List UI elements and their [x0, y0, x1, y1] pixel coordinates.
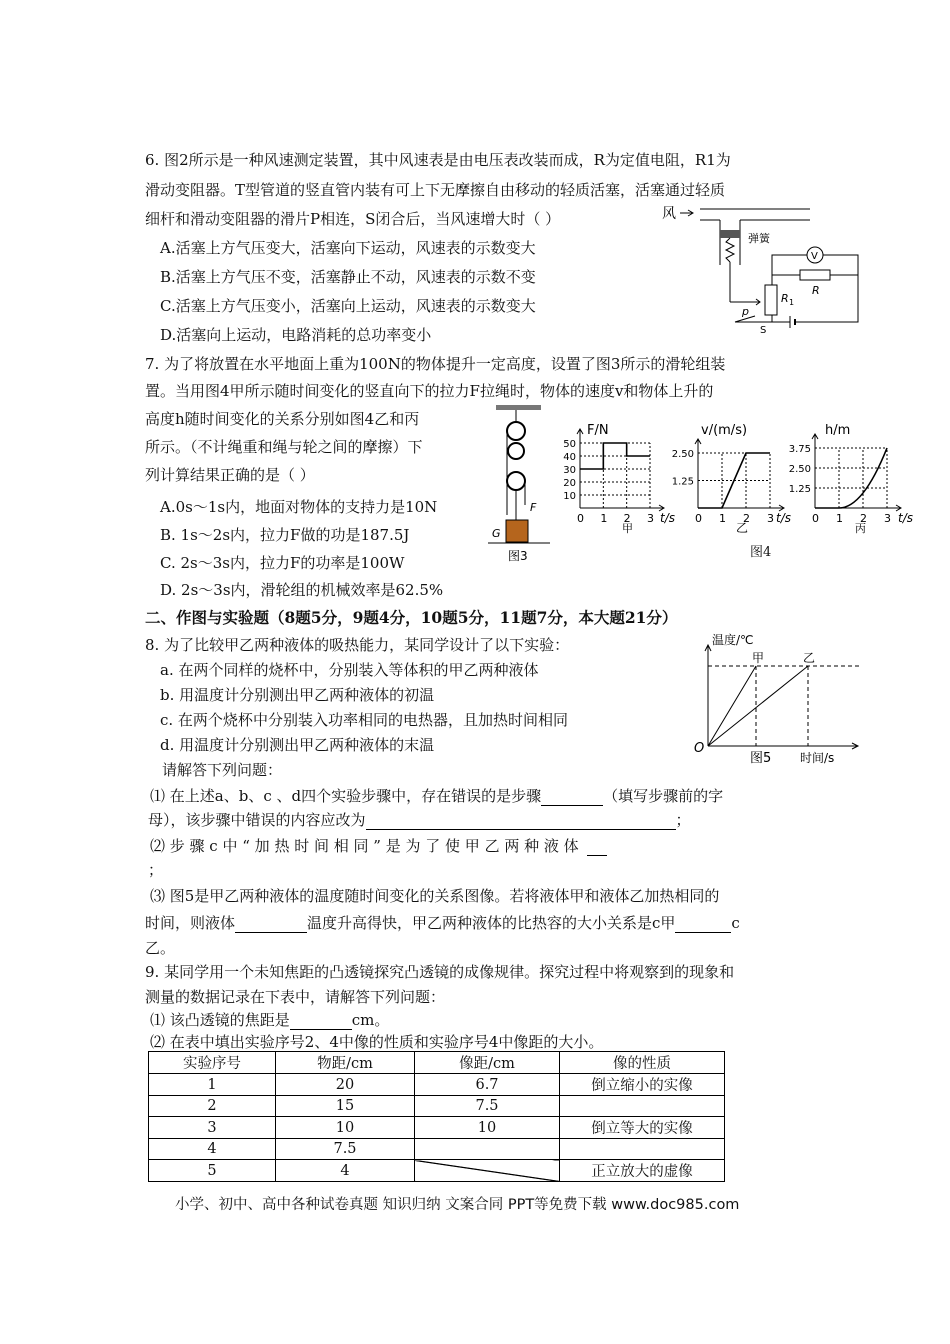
line-jia [708, 666, 756, 746]
table-row: 1 20 6.7 倒立缩小的实像 [149, 1074, 725, 1096]
rheostat-r1 [765, 285, 777, 315]
q8-step-b: b. 用温度计分别测出甲乙两种液体的初温 [160, 686, 435, 704]
y-tick-label: 30 [563, 465, 576, 476]
x-tick-label: 2 [860, 512, 867, 525]
q8-step-d: d. 用温度计分别测出甲乙两种液体的末温 [160, 736, 435, 754]
chart-h-xlabel: t/s [898, 511, 913, 525]
series-line [580, 443, 650, 469]
wind-label: 风 [662, 206, 676, 222]
q8-part1-line1: ⑴ 在上述a、b、c 、d四个实验步骤中，存在错误的是步骤 （填写步骤前的字 [150, 787, 724, 805]
pulley-system-diagram [486, 405, 556, 565]
svg-text:图5: 图5 [750, 751, 772, 766]
q9-blank-focal[interactable] [290, 1012, 352, 1030]
q7-option-d: D. 2s～3s内，滑轮组的机械效率是62.5% [160, 581, 444, 599]
chart-h-ylabel: h/m [825, 423, 851, 438]
q8-part2-line2: ； [148, 861, 164, 879]
q7-option-c: C. 2s～3s内，拉力F的功率是100W [160, 554, 405, 572]
section-2-title: 二、作图与实验题（8题5分，9题4分，10题5分，11题7分，本大题21分） [145, 608, 678, 627]
q8-step-a: a. 在两个同样的烧杯中，分别装入等体积的甲乙两种液体 [160, 661, 539, 679]
svg-text:p: p [742, 305, 749, 318]
ceiling [496, 405, 541, 410]
y-tick-label: 20 [563, 478, 576, 489]
table-cell-crossed [415, 1160, 560, 1182]
q8-stem: 8. 为了比较甲乙两种液体的吸热能力，某同学设计了以下实验： [145, 636, 570, 654]
table-row: 5 4 正立放大的虚像 [149, 1160, 725, 1182]
x-tick-label: 2 [743, 512, 750, 525]
table-cell-blank[interactable] [415, 1139, 560, 1160]
q9-part2: ⑵ 在表中填出实验序号2、4中像的性质和实验序号4中像距的大小。 [150, 1033, 604, 1051]
q7-stem-line3: 高度h随时间变化的关系分别如图4乙和丙 [145, 410, 420, 428]
q8-prompt: 请解答下列问题： [162, 761, 283, 779]
table-header: 物距/cm [276, 1052, 415, 1074]
q8-part3-line2: 时间，则液体 温度升高得快，甲乙两种液体的比热容的大小关系是c甲 c [145, 914, 740, 932]
q7-stem-line2: 置。当用图4甲所示随时间变化的竖直向下的拉力F拉绳时，物体的速度v和物体上升的 [145, 382, 714, 400]
movable-pulley [508, 443, 524, 459]
x-tick-label: 2 [623, 512, 631, 525]
table-header: 像的性质 [560, 1052, 725, 1074]
piston [720, 230, 740, 238]
weight-block [506, 520, 528, 542]
x-tick-label: 0 [695, 512, 702, 525]
chart-h-title: 丙 [855, 522, 866, 535]
chart-force-time [562, 420, 682, 535]
table-cell-blank[interactable] [560, 1096, 725, 1117]
chart-v-xlabel: t/s [776, 511, 791, 525]
q7-stem-line1: 7. 为了将放置在水平地面上重为100N的物体提升一定高度，设置了图3所示的滑轮组装 [145, 355, 726, 373]
fixed-pulley-1 [507, 422, 525, 440]
svg-text:F: F [530, 501, 537, 514]
line-yi [708, 666, 808, 746]
chart-velocity-time [668, 420, 798, 535]
svg-text:O: O [694, 741, 705, 756]
series-line [815, 448, 887, 508]
q6-stem-line1: 6. 图2所示是一种风速测定装置，其中风速表是由电压表改装而成，R为定值电阻，R1为 [145, 151, 731, 169]
q8-blank-purpose[interactable] [587, 838, 607, 856]
svg-text:甲: 甲 [752, 651, 765, 665]
fig5-ylabel: 温度/℃ [712, 633, 754, 647]
q9-part1: ⑴ 该凸透镜的焦距是 cm。 [150, 1011, 390, 1029]
q6-stem-line2: 滑动变阻器。T型管道的竖直管内装有可上下无摩擦自由移动的轻质活塞，活塞通过轻质 [145, 181, 726, 199]
table-cell-blank[interactable] [560, 1139, 725, 1160]
x-tick-label: 3 [884, 512, 891, 525]
table-header: 像距/cm [415, 1052, 560, 1074]
q8-blank-compare[interactable] [675, 915, 731, 933]
x-tick-label: 0 [577, 512, 584, 525]
q7-stem-line4: 所示。（不计绳重和绳与轮之间的摩擦）下 [145, 438, 423, 456]
resistor-r [800, 270, 830, 280]
table-header: 实验序号 [149, 1052, 276, 1074]
chart-f-xlabel: t/s [660, 511, 675, 525]
footer-text: 小学、初中、高中各种试卷真题 知识归纳 文案合同 PPT等免费下载 www.doc985.com [175, 1197, 740, 1213]
q8-blank-step[interactable] [541, 788, 603, 806]
q8-blank-liquid[interactable] [235, 915, 307, 933]
q8-part1-line2: 母），该步骤中错误的内容应改为 ； [148, 811, 691, 829]
y-tick-label: 1.25 [671, 476, 694, 488]
svg-text:S: S [760, 325, 767, 335]
fig4-caption: 图4 [750, 545, 772, 560]
svg-text:R: R [781, 292, 789, 305]
q9-stem-line2: 测量的数据记录在下表中，请解答下列问题： [145, 988, 446, 1006]
q6-option-d: D.活塞向上运动，电路消耗的总功率变小 [160, 326, 432, 344]
y-tick-label: 1.25 [788, 484, 811, 495]
x-tick-label: 1 [600, 512, 608, 525]
y-tick-label: 50 [563, 439, 576, 450]
q6-stem-line3: 细杆和滑动变阻器的滑片P相连，S闭合后，当风速增大时（ ） [145, 210, 561, 228]
lens-data-table [148, 1051, 725, 1182]
y-tick-label: 3.75 [788, 444, 811, 455]
svg-text:R: R [812, 284, 820, 297]
q8-blank-correction[interactable] [366, 812, 676, 830]
q8-part3-line1: ⑶ 图5是甲乙两种液体的温度随时间变化的关系图像。若将液体甲和液体乙加热相同的 [150, 887, 720, 905]
q8-part2-line1: ⑵ 步 骤 c 中 “ 加 热 时 间 相 同 ” 是 为 了 使 甲 乙 两 种 液 体 [150, 836, 607, 856]
q7-option-b: B. 1s～2s内，拉力F做的功是187.5J [160, 526, 410, 544]
q7-stem-line5: 列计算结果正确的是（ ） [145, 466, 315, 484]
svg-text:时间/s: 时间/s [800, 751, 835, 765]
svg-text:V: V [811, 251, 818, 262]
svg-text:1: 1 [789, 298, 795, 307]
q6-option-b: B.活塞上方气压不变，活塞静止不动，风速表的示数不变 [160, 268, 536, 286]
chart-f-title: 甲 [622, 522, 633, 535]
x-tick-label: 0 [812, 512, 819, 525]
svg-text:图3: 图3 [508, 549, 528, 563]
x-tick-label: 1 [836, 512, 843, 525]
chart-v-ylabel: v/(m/s) [701, 423, 748, 438]
q7-option-a: A.0s～1s内，地面对物体的支持力是10N [160, 498, 438, 516]
spring [726, 238, 734, 262]
chart-v-title: 乙 [736, 521, 749, 535]
x-tick-label: 1 [719, 512, 726, 525]
y-tick-label: 10 [563, 491, 576, 502]
y-tick-label: 2.50 [788, 464, 811, 475]
x-tick-label: 3 [767, 512, 774, 525]
chart-f-ylabel: F/N [587, 423, 609, 438]
spring-label: 弹簧 [748, 232, 770, 245]
table-row: 4 7.5 [149, 1139, 725, 1160]
q8-part3-line3: 乙。 [145, 939, 176, 957]
q6-option-a: A.活塞上方气压变大，活塞向下运动，风速表的示数变大 [160, 239, 536, 257]
table-row: 2 15 7.5 [149, 1096, 725, 1117]
q9-stem-line1: 9. 某同学用一个未知焦距的凸透镜探究凸透镜的成像规律。探究过程中将观察到的现象和 [145, 963, 735, 981]
fixed-pulley-2 [507, 472, 525, 490]
q6-option-c: C.活塞上方气压变小，活塞向上运动，风速表的示数变大 [160, 297, 536, 315]
y-tick-label: 2.50 [671, 449, 694, 460]
svg-text:乙: 乙 [803, 651, 816, 665]
svg-text:G: G [492, 527, 501, 540]
chart-height-time [780, 420, 920, 535]
table-header-row [149, 1052, 725, 1074]
table-row: 3 10 10 倒立等大的实像 [149, 1117, 725, 1139]
x-tick-label: 3 [647, 512, 654, 525]
q8-step-c: c. 在两个烧杯中分别装入功率相同的电热器，且加热时间相同 [160, 711, 568, 729]
y-tick-label: 40 [563, 452, 576, 463]
wind-meter-circuit-diagram [660, 200, 870, 335]
temperature-time-graph [690, 628, 870, 768]
